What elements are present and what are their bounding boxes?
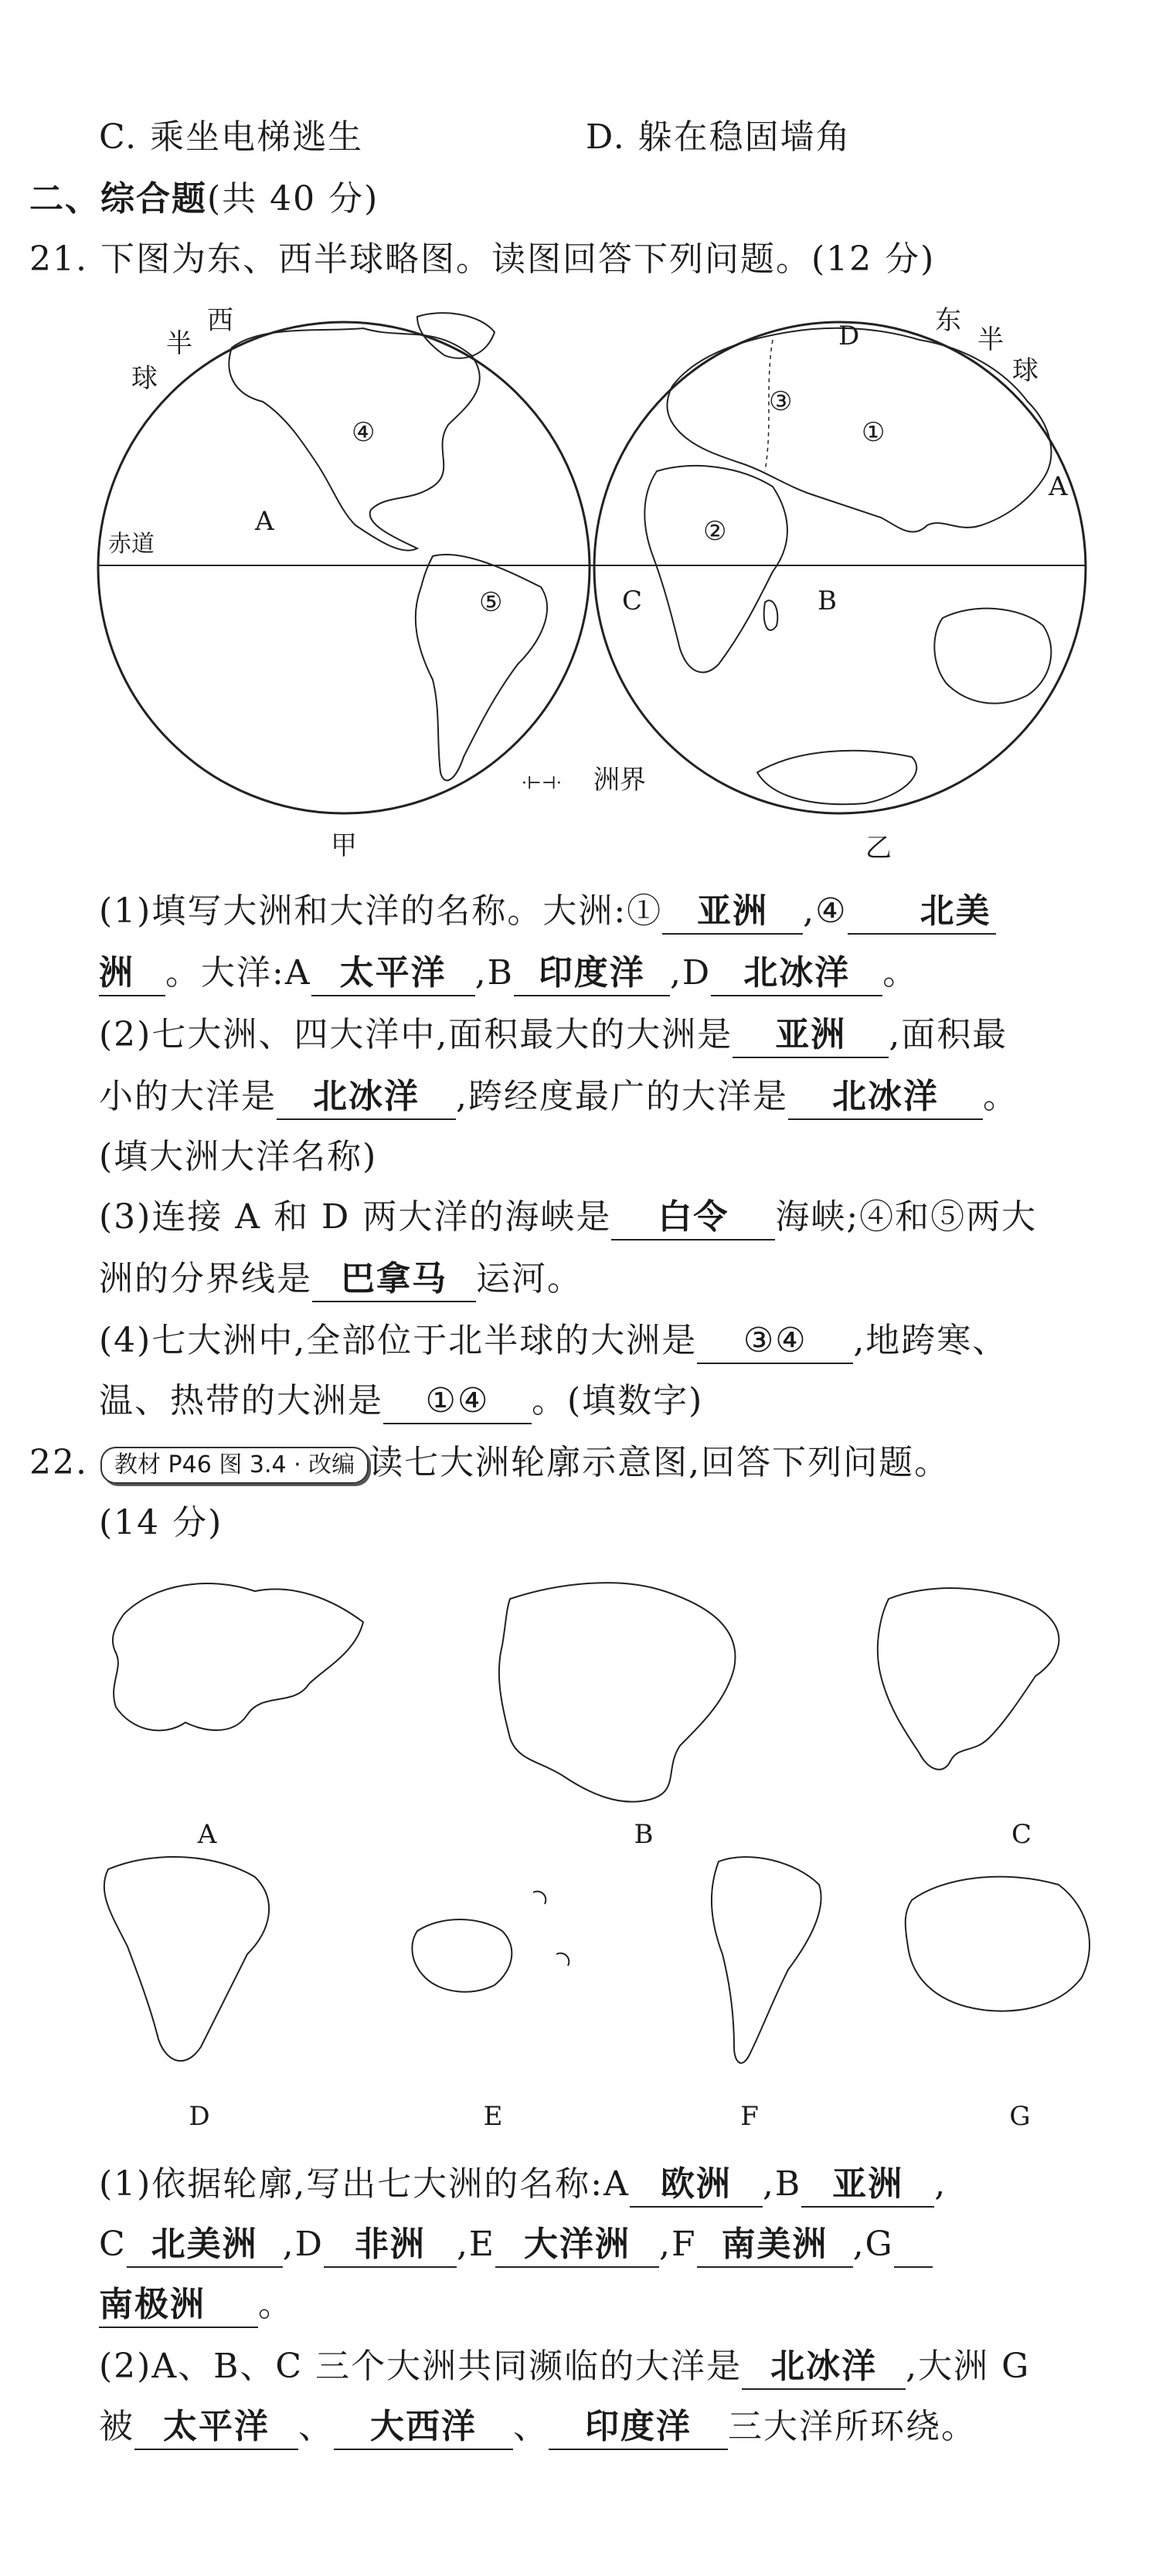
text: 小的大洋是	[99, 1077, 277, 1116]
q21-stem: 21. 下图为东、西半球略图。读图回答下列问题。(12 分)	[29, 239, 936, 279]
map-label-e-2: ②	[703, 516, 727, 547]
answer-blank: 印度洋	[514, 952, 670, 996]
map-label-w-5: ⑤	[479, 587, 503, 618]
text: 洲的分界线是	[99, 1259, 312, 1298]
answer-blank: 巴拿马	[312, 1257, 476, 1302]
answer-blank: 北美	[848, 890, 996, 935]
text: (2)七大洲、四大洋中,面积最大的大洲是	[99, 1015, 733, 1054]
text: (1)填写大洲和大洋的名称。大洲:①	[99, 891, 663, 931]
north-america-shape	[878, 1588, 1059, 1770]
text: (3)连接 A 和 D 两大洋的海峡是	[99, 1197, 612, 1237]
section-score: (共 40 分)	[207, 179, 379, 219]
q22-p1-line2	[99, 2223, 933, 2268]
q22-stem	[29, 1441, 950, 1485]
text: 被	[99, 2407, 134, 2446]
east-hemi-char-2: 半	[977, 324, 1004, 355]
answer-blank: 北冰洋	[277, 1075, 456, 1120]
antarctica-shape	[906, 1877, 1090, 2011]
q22-score: (14 分)	[99, 1503, 223, 1543]
answer-blank: 太平洋	[134, 2405, 298, 2450]
text: ,地跨寒、	[853, 1321, 1008, 1360]
q21-p1-line2	[99, 952, 918, 996]
oceania-shape	[412, 1919, 512, 1992]
continent-label-G: G	[1009, 2101, 1031, 2132]
map-label-w-A: A	[255, 506, 274, 537]
australia-outline	[934, 609, 1051, 704]
europe-outline	[113, 1583, 363, 1730]
west-hemi-char-3: 球	[131, 363, 158, 394]
legend-symbol: ·⊢⊣·	[522, 774, 562, 793]
africa-shape	[104, 1857, 269, 2061]
legend-text: 洲界	[593, 765, 646, 796]
answer-blank: 太平洋	[311, 952, 475, 996]
textbook-tag: 教材 P46 图 3.4 · 改编	[100, 1447, 369, 1484]
answer-blank: 北冰洋	[711, 952, 882, 996]
q21-p4-line1	[99, 1319, 1008, 1364]
continent-outlines	[0, 1568, 1149, 2124]
answer-blank: 北美洲	[127, 2223, 283, 2268]
answer-blank: 亚洲	[801, 2163, 934, 2208]
east-hemi-char-1: 东	[935, 305, 961, 336]
answer-blank: 南极洲	[99, 2283, 258, 2328]
q22-p1-line3	[99, 2283, 294, 2328]
answer-blank: 印度洋	[549, 2405, 728, 2450]
eurasia-outline	[667, 328, 1051, 532]
map-label-e-3: ③	[769, 386, 793, 417]
q21-p2-line1	[99, 1013, 1008, 1058]
map-label-w-4: ④	[352, 417, 376, 448]
text: ,面积最	[889, 1015, 1008, 1054]
text: ,④	[803, 891, 848, 931]
text: 三大洋所环绕。	[728, 2407, 977, 2446]
text: 。大洋:A	[165, 953, 311, 993]
q21-p1-line1	[99, 890, 996, 935]
text: 、	[513, 2407, 549, 2446]
text: ,B	[474, 953, 514, 993]
text: 温、热带的大洲是	[99, 1381, 383, 1420]
q22-p2-line1	[99, 2345, 1030, 2390]
text: (4)七大洲中,全部位于北半球的大洲是	[99, 1321, 698, 1360]
text: 海峡;④和⑤两大	[775, 1197, 1038, 1237]
answer-blank: 南美洲	[697, 2223, 853, 2268]
q22-text: 读七大洲轮廓示意图,回答下列问题。	[369, 1443, 950, 1482]
antarctica-outline	[757, 751, 916, 804]
map-label-e-1: ①	[862, 417, 886, 448]
q22-p2-line2	[99, 2405, 977, 2450]
continent-label-F: F	[740, 2101, 759, 2132]
answer-blank: 白令	[611, 1196, 775, 1240]
madagascar-outline	[764, 600, 778, 630]
map-label-e-D: D	[838, 321, 860, 351]
answer-blank: ③④	[697, 1319, 853, 1364]
answer-blank: 亚洲	[662, 890, 803, 935]
text: (1)依据轮廓,写出七大洲的名称:A	[99, 2164, 630, 2204]
section-title	[29, 178, 379, 221]
answer-blank: 洲	[99, 952, 165, 996]
q22-p1-line1	[99, 2163, 947, 2208]
text: 运河。	[476, 1259, 583, 1298]
option-d: D. 躲在稳固墙角	[586, 117, 852, 157]
text: (2)A、B、C 三个大洲共同濒临的大洋是	[99, 2347, 743, 2386]
text: ,F	[659, 2225, 697, 2264]
label-yi: 乙	[865, 833, 892, 864]
asia-outline	[499, 1583, 736, 1802]
option-c: C. 乘坐电梯逃生	[99, 117, 364, 157]
answer-blank: 欧洲	[630, 2163, 763, 2208]
text: ,D	[282, 2225, 324, 2264]
oceania-islands	[533, 1892, 569, 1966]
answer-blank: 非洲	[324, 2223, 457, 2268]
answer-blank: 大洋洲	[495, 2223, 659, 2268]
text: 。(填数字)	[532, 1381, 704, 1420]
hemisphere-map	[0, 294, 1149, 881]
continent-label-A: A	[197, 1819, 217, 1850]
west-hemisphere-circle	[98, 322, 590, 813]
text: ,跨经度最广的大洋是	[456, 1077, 788, 1116]
answer-blank: ①④	[383, 1380, 532, 1424]
q22-number: 22.	[29, 1443, 88, 1482]
text: ,D	[669, 953, 712, 993]
answer-blank: 北冰洋	[742, 2345, 906, 2390]
continent-label-C: C	[1011, 1819, 1032, 1850]
text: 。	[882, 953, 919, 993]
section-label: 二、综合题	[29, 179, 207, 219]
east-hemi-char-3: 球	[1012, 355, 1039, 386]
text: ,B	[762, 2164, 802, 2204]
q21-p2-line3: (填大洲大洋名称)	[99, 1137, 378, 1176]
answer-blank: 亚洲	[733, 1013, 889, 1058]
q21-p4-line2	[99, 1380, 703, 1424]
text: C	[99, 2225, 127, 2264]
text: 。	[258, 2285, 294, 2324]
answer-blank-tail	[894, 2223, 933, 2268]
q21-p3-line1	[99, 1196, 1037, 1240]
text: 。	[983, 1077, 1018, 1116]
map-label-e-C: C	[622, 585, 643, 616]
continent-label-B: B	[634, 1819, 654, 1850]
text: ,	[934, 2164, 947, 2204]
q21-p3-line2	[99, 1257, 583, 1302]
q21-p2-line2	[99, 1075, 1018, 1120]
map-label-e-B: B	[818, 585, 837, 616]
answer-blank: 大西洋	[334, 2405, 513, 2450]
text: ,E	[456, 2225, 496, 2264]
west-hemi-char-2: 半	[166, 328, 192, 359]
equator-label: 赤道	[108, 531, 155, 558]
south-america-shape	[712, 1857, 821, 2063]
text: ,G	[852, 2225, 894, 2264]
west-hemi-char-1: 西	[207, 305, 233, 336]
text: 、	[298, 2407, 334, 2446]
map-label-e-A: A	[1049, 471, 1068, 502]
label-jia: 甲	[331, 830, 357, 861]
text: ,大洲 G	[906, 2347, 1031, 2386]
answer-blank: 北冰洋	[788, 1075, 983, 1120]
continent-label-E: E	[483, 2101, 503, 2132]
continent-label-D: D	[189, 2101, 210, 2132]
africa-outline	[644, 466, 787, 672]
